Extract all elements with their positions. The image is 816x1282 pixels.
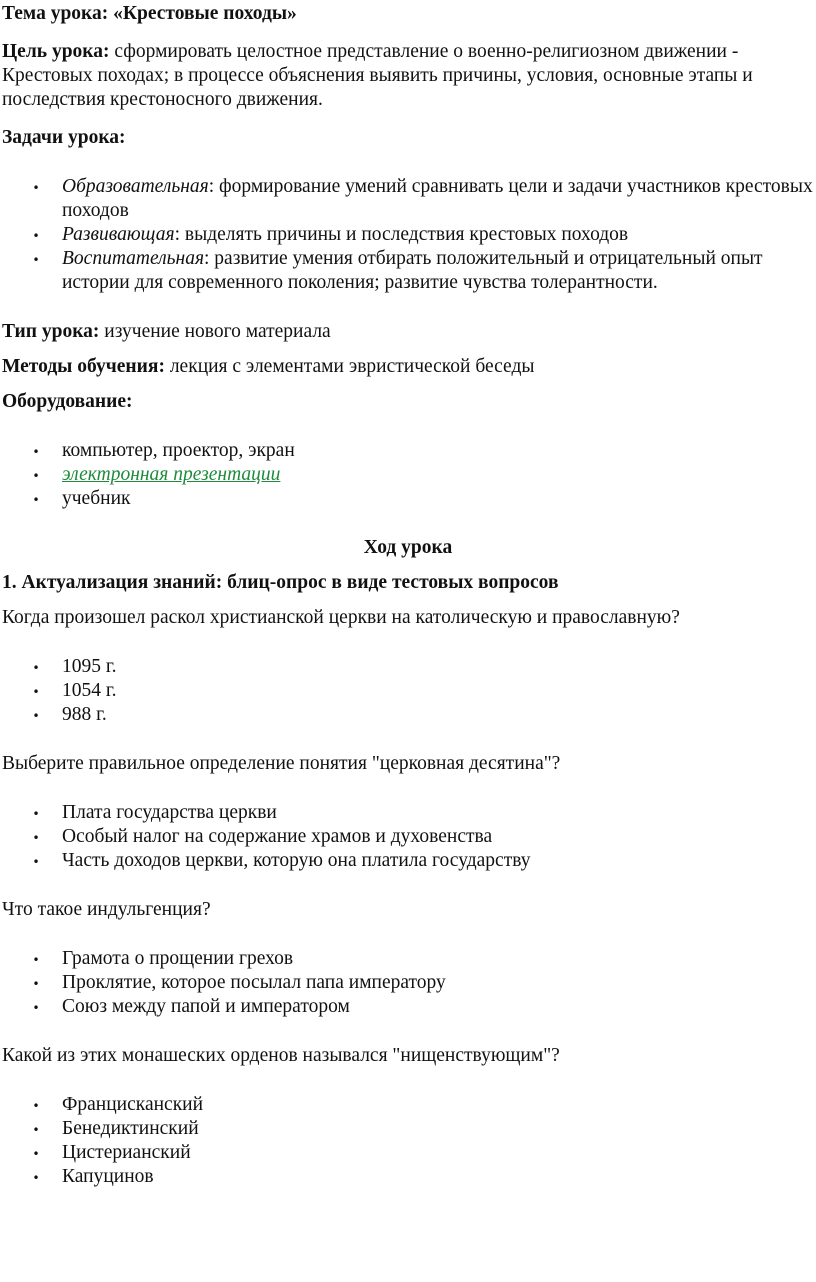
bullet-icon (31, 1093, 41, 1118)
list-item (2, 971, 814, 995)
list-item (2, 703, 814, 727)
tasks-heading: Задачи урока: (2, 127, 126, 148)
question-text: Какой из этих монашеских орденов назывался "нищенствующим"? (2, 1045, 560, 1066)
list-item (2, 247, 814, 295)
bullet-icon (31, 801, 41, 826)
bullet-icon (31, 849, 41, 874)
lesson-goal (2, 40, 814, 112)
bullet-icon (31, 223, 41, 248)
lesson-type-value: изучение нового материала (104, 321, 331, 342)
list-item (2, 1141, 814, 1165)
task-text: : выделять причины и последствия крестовых походов (174, 224, 629, 245)
bullet-icon (31, 947, 41, 972)
answer-option: Грамота о прощении грехов (62, 948, 294, 969)
task-text: : формирование умений сравнивать цели и задачи участников крестовых походов (62, 176, 813, 221)
answer-list (2, 947, 814, 1019)
answer-option: Часть доходов церкви, которую она платила государству (62, 850, 531, 871)
question-text: Выберите правильное определение понятия "церковная десятина"? (2, 753, 561, 774)
list-item (2, 849, 814, 873)
title-value: «Крестовые походы» (113, 3, 297, 24)
list-item (2, 947, 814, 971)
equipment-list (2, 439, 814, 511)
bullet-icon (31, 1165, 41, 1190)
answer-option: 1095 г. (62, 656, 117, 677)
bullet-icon (31, 247, 41, 272)
bullet-icon (31, 703, 41, 728)
bullet-icon (31, 1141, 41, 1166)
bullet-icon (31, 439, 41, 464)
answer-list (2, 801, 814, 873)
task-kind: Образовательная (62, 176, 209, 197)
bullet-icon (31, 487, 41, 512)
lesson-title (2, 2, 814, 26)
answer-list (2, 1093, 814, 1189)
list-item (2, 487, 814, 511)
answer-option: Плата государства церкви (62, 802, 277, 823)
equipment-item: учебник (62, 488, 131, 509)
answer-option: Особый налог на содержание храмов и духовенства (62, 826, 493, 847)
answer-option: 1054 г. (62, 680, 117, 701)
presentation-link[interactable]: электронная презентации (62, 464, 281, 485)
bullet-icon (31, 175, 41, 200)
task-text: : развитие умения отбирать положительный и отрицательный опыт истории для современного поколения; развитие чувства толерантности. (62, 248, 763, 293)
answer-option: 988 г. (62, 704, 107, 725)
document-page (0, 2, 816, 1282)
bullet-icon (31, 825, 41, 850)
list-item (2, 1117, 814, 1141)
list-item (2, 439, 814, 463)
bullet-icon (31, 971, 41, 996)
task-kind: Воспитательная (62, 248, 205, 269)
title-label: Тема урока: (2, 3, 109, 24)
answer-list (2, 655, 814, 727)
bullet-icon (31, 463, 41, 488)
goal-text: сформировать целостное представление о военно-религиозном движении - Крестовых походах; в процессе объяснения выявить причины, условия, основные этапы и последствия крестоносного движения. (2, 41, 753, 110)
list-item (2, 825, 814, 849)
list-item (2, 1093, 814, 1117)
question-text: Что такое индульгенция? (2, 899, 211, 920)
bullet-icon (31, 1117, 41, 1142)
equipment-heading: Оборудование: (2, 391, 133, 412)
answer-option: Проклятие, которое посылал папа императору (62, 972, 446, 993)
list-item (2, 801, 814, 825)
bullet-icon (31, 655, 41, 680)
list-item (2, 223, 814, 247)
methods-value: лекция с элементами эвристической беседы (169, 356, 535, 377)
answer-option: Францисканский (62, 1094, 204, 1115)
goal-label: Цель урока: (2, 41, 110, 62)
lesson-type (2, 320, 814, 344)
section-heading: 1. Актуализация знаний: блиц-опрос в виде тестовых вопросов (2, 572, 559, 593)
list-item (2, 1165, 814, 1189)
task-kind: Развивающая (62, 224, 175, 245)
methods-label: Методы обучения: (2, 356, 165, 377)
tasks-list (2, 175, 814, 295)
answer-option: Бенедиктинский (62, 1118, 199, 1139)
list-item (2, 995, 814, 1019)
bullet-icon (31, 679, 41, 704)
list-item (2, 679, 814, 703)
course-heading: Ход урока (363, 537, 453, 558)
answer-option: Капуцинов (62, 1166, 154, 1187)
question-text: Когда произошел раскол христианской церкви на католическую и православную? (2, 607, 680, 628)
lesson-type-label: Тип урока: (2, 321, 100, 342)
equipment-item: компьютер, проектор, экран (62, 440, 295, 461)
answer-option: Союз между папой и императором (62, 996, 350, 1017)
list-item (2, 175, 814, 223)
teaching-methods (2, 355, 814, 379)
answer-option: Цистерианский (62, 1142, 191, 1163)
list-item (2, 655, 814, 679)
list-item (2, 463, 814, 487)
bullet-icon (31, 995, 41, 1020)
